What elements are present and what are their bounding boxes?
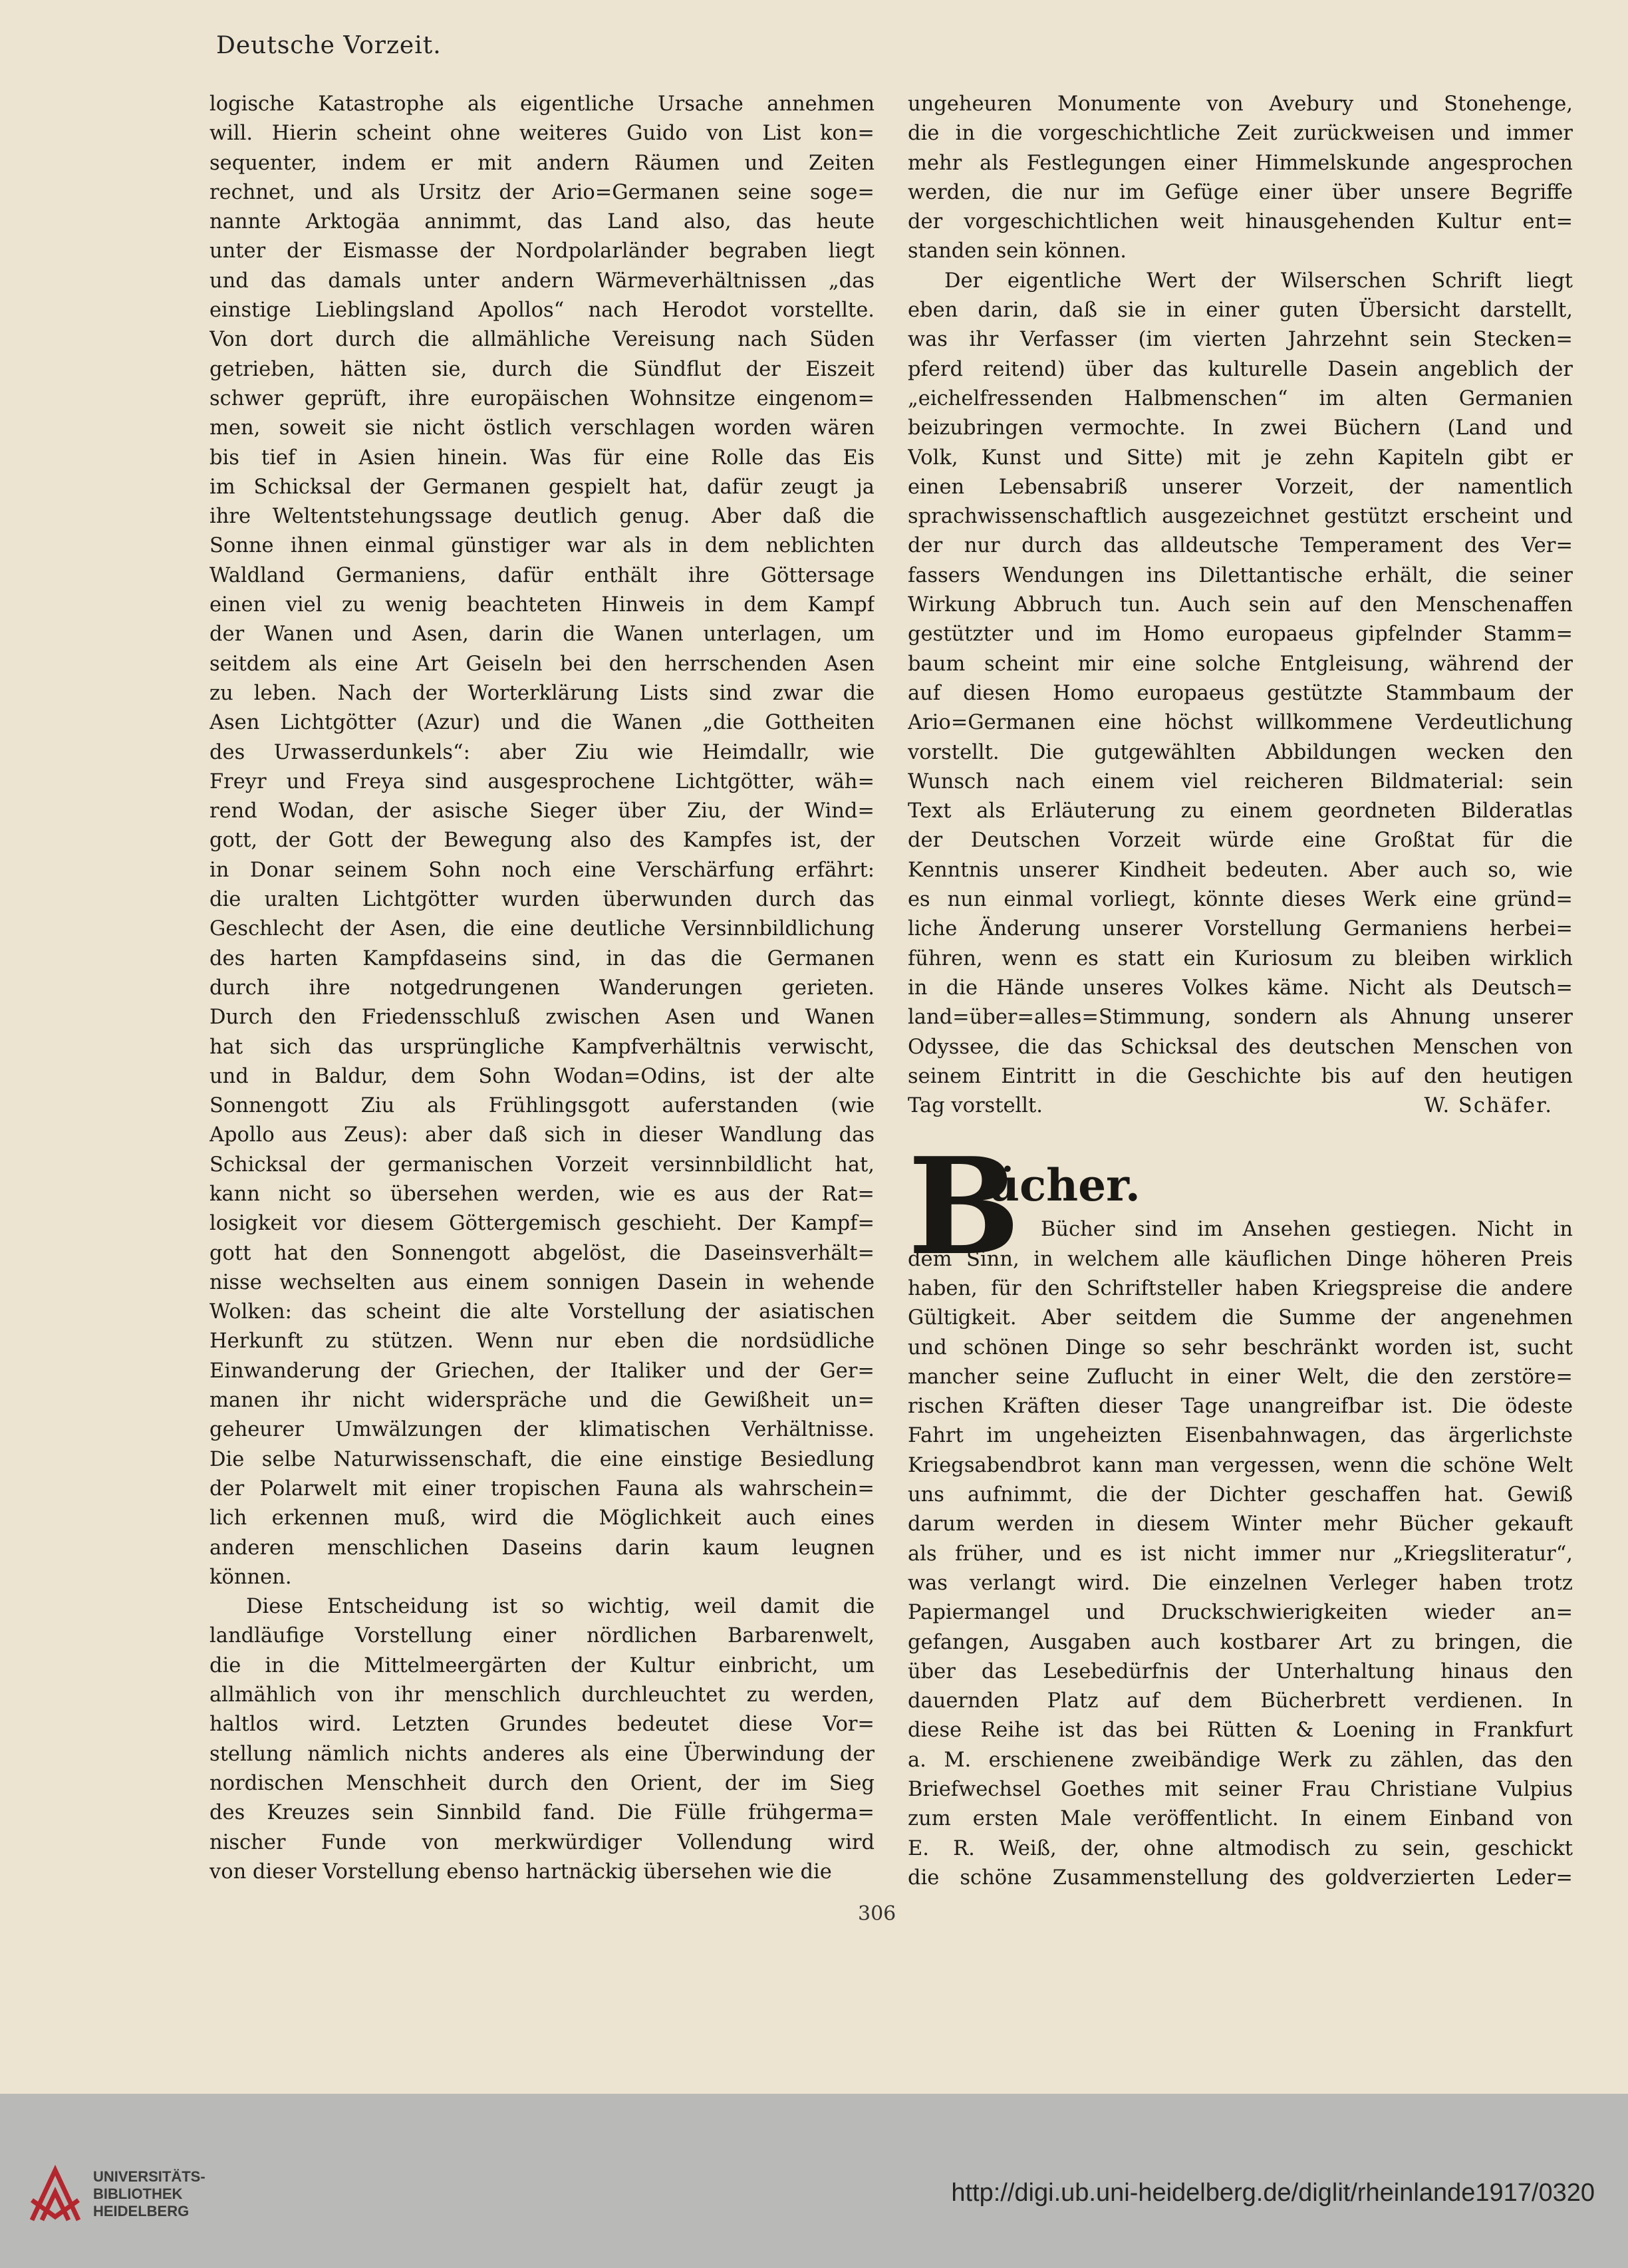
- text-line: Kenntnis unserer Kindheit bedeuten. Aber auch so, wie: [908, 858, 1573, 882]
- text-line: seitdem als eine Art Geiseln bei den herrschenden Asen: [209, 652, 875, 676]
- text-line: in die Hände unseres Volkes käme. Nicht als Deutsch=: [908, 976, 1573, 1000]
- text-line: Freyr und Freya sind ausgesprochene Lichtgötter, wäh=: [209, 770, 875, 793]
- text-line: baum scheint mir eine solche Entgleisung, während der: [908, 652, 1573, 676]
- text-line: auf diesen Homo europaeus gestützte Stammbaum der: [908, 681, 1573, 705]
- text-line: rischen Kräften dieser Tage unangreifbar ist. Die ödeste: [908, 1395, 1573, 1419]
- text-line: und schönen Dinge so sehr beschränkt worden ist, sucht: [908, 1336, 1573, 1359]
- text-line: gott hat den Sonnengott abgelöst, die Daseinsverhält=: [209, 1241, 875, 1265]
- text-line: im Schicksal der Germanen gespielt hat, dafür zeugt ja: [209, 475, 875, 499]
- text-line: schwer geprüft, ihre europäischen Wohnsitze eingenom=: [209, 386, 875, 410]
- text-line: Apollo aus Zeus): aber daß sich in dieser Wandlung das: [209, 1123, 875, 1147]
- text-line: der vorgeschichtlichen weit hinausgehenden Kultur ent=: [908, 210, 1573, 234]
- text-line: Sonnengott Ziu als Frühlingsgott auferstanden (wie: [209, 1094, 875, 1118]
- text-line: Asen Lichtgötter (Azur) und die Wanen „die Gottheiten: [209, 711, 875, 735]
- text-line: Einwanderung der Griechen, der Italiker und der Ger=: [209, 1359, 875, 1383]
- text-line: lich erkennen muß, wird die Möglichkeit auch eines: [209, 1506, 875, 1530]
- text-line: zu leben. Nach der Worterklärung Lists sind zwar die: [209, 681, 875, 705]
- text-line: die schöne Zusammenstellung des goldverzierten Leder=: [908, 1866, 1573, 1890]
- library-name-line-1: UNIVERSITÄTS-: [93, 2168, 205, 2185]
- text-line: rechnet, und als Ursitz der Ario=Germanen seine soge=: [209, 180, 875, 204]
- text-line: E. R. Weiß, der, ohne altmodisch zu sein, geschickt: [908, 1836, 1573, 1860]
- text-line: Herkunft zu stützen. Wenn nur eben die nordsüdliche: [209, 1330, 875, 1353]
- text-line: und in Baldur, dem Sohn Wodan=Odins, ist der alte: [209, 1064, 875, 1088]
- text-line: haben, für den Schriftsteller haben Kriegspreise die andere: [908, 1276, 1573, 1300]
- text-line: haltlos wird. Letzten Grundes bedeutet diese Vor=: [209, 1713, 875, 1737]
- text-line: einen viel zu wenig beachteten Hinweis in dem Kampf: [209, 593, 875, 617]
- books-heading-rest: ücher.: [988, 1159, 1141, 1212]
- text-line: und das damals unter andern Wärmeverhältnissen „das: [209, 269, 875, 293]
- text-line: Durch den Friedensschluß zwischen Asen und Wanen: [209, 1006, 875, 1030]
- text-line: nisse wechselten aus einem sonnigen Dasein in wehende: [209, 1270, 875, 1294]
- right-column: [908, 90, 1573, 1893]
- text-line: fassers Wendungen ins Dilettantische erhält, die seiner: [908, 563, 1573, 587]
- text-line: Wolken: das scheint die alte Vorstellung der asiatischen: [209, 1300, 875, 1324]
- text-line: Kriegsabendbrot kann man vergessen, wenn die schöne Welt: [908, 1453, 1573, 1477]
- text-line: Ario=Germanen eine höchst willkommene Verdeutlichung: [908, 711, 1573, 735]
- source-url-link[interactable]: http://digi.ub.uni-heidelberg.de/diglit/rheinlande1917/0320: [951, 2179, 1595, 2207]
- text-line: ungeheuren Monumente von Avebury und Stonehenge,: [908, 92, 1573, 116]
- text-line: men, soweit sie nicht östlich verschlagen worden wären: [209, 416, 875, 440]
- text-line: vorstellt. Die gutgewählten Abbildungen wecken den: [908, 740, 1573, 764]
- text-line: landläufige Vorstellung einer nördlichen Barbarenwelt,: [209, 1624, 875, 1648]
- right-column-top-text: [908, 90, 1573, 1091]
- text-line: getrieben, hätten sie, durch die Sündflut der Eiszeit: [209, 357, 875, 381]
- text-line: Schicksal der germanischen Vorzeit versinnbildlicht hat,: [209, 1153, 875, 1177]
- text-line: eben darin, daß sie in einer guten Übersicht darstellt,: [908, 299, 1573, 323]
- library-logo-icon: [25, 2160, 85, 2227]
- text-line: Sonne ihnen einmal günstiger war als in dem neblichten: [209, 534, 875, 558]
- text-line: was verlangt wird. Die einzelnen Verleger haben trotz: [908, 1571, 1573, 1595]
- library-name: [93, 2168, 205, 2220]
- text-line: die uralten Lichtgötter wurden überwunden durch das: [209, 888, 875, 912]
- text-line: unter der Eismasse der Nordpolarländer begraben liegt: [209, 239, 875, 263]
- text-line: a. M. erschienene zweibändige Werk zu zählen, das den: [908, 1748, 1573, 1772]
- text-line: es nun einmal vorliegt, könnte dieses Werk eine gründ=: [908, 888, 1573, 912]
- text-line: uns aufnimmt, die der Dichter geschaffen hat. Gewiß: [908, 1483, 1573, 1507]
- library-name-line-2: BIBLIOTHEK: [93, 2186, 183, 2202]
- text-line: in Donar seinem Sohn noch eine Verschärfung erfährt:: [209, 858, 875, 882]
- text-line: des harten Kampfdaseins sind, in das die Germanen: [209, 946, 875, 970]
- text-line: gestützter und im Homo europaeus gipfelnder Stamm=: [908, 623, 1573, 646]
- footer-bar: [0, 2094, 1628, 2268]
- text-line: von dieser Vorstellung ebenso hartnäckig übersehen wie die: [209, 1860, 832, 1884]
- text-line: zum ersten Male veröffentlicht. In einem Einband von: [908, 1807, 1573, 1831]
- text-line: Briefwechsel Goethes mit seiner Frau Christiane Vulpius: [908, 1778, 1573, 1802]
- text-line: über das Lesebedürfnis der Unterhaltung hinaus den: [908, 1659, 1573, 1683]
- text-line: des Urwasserdunkels“: aber Ziu wie Heimdallr, wie: [209, 740, 875, 764]
- text-line: Fahrt im ungeheizten Eisenbahnwagen, das ärgerlichste: [908, 1424, 1573, 1448]
- text-line: stellung nämlich nichts anderes als eine Überwindung der: [209, 1742, 875, 1766]
- text-line: führen, wenn es statt ein Kuriosum zu bleiben wirklich: [908, 946, 1573, 970]
- text-line: ihre Weltentstehungssage deutlich genug. Aber daß die: [209, 505, 875, 529]
- text-line: Geschlecht der Asen, die eine deutliche Versinnbildlichung: [209, 917, 875, 941]
- text-line: die in die vorgeschichtliche Zeit zurückweisen und immer: [908, 122, 1573, 146]
- text-line: standen sein können.: [908, 239, 1127, 263]
- text-line: geheurer Umwälzungen der klimatischen Verhältnisse.: [209, 1418, 875, 1442]
- text-line: beizubringen vermochte. In zwei Büchern (Land und: [908, 416, 1573, 440]
- text-line: dauernden Platz auf dem Bücherbrett verdienen. In: [908, 1689, 1573, 1713]
- text-line: die in die Mittelmeergärten der Kultur einbricht, um: [209, 1653, 875, 1677]
- text-line: Volk, Kunst und Sitte) mit je zehn Kapiteln gibt er: [908, 446, 1573, 470]
- running-head: Deutsche Vorzeit.: [216, 32, 442, 59]
- text-line: durch ihre notgedrungenen Wanderungen gerieten.: [209, 976, 875, 1000]
- text-line: logische Katastrophe als eigentliche Ursache annehmen: [209, 92, 875, 116]
- text-line: land=über=alles=Stimmung, sondern als Ahnung unserer: [908, 1006, 1573, 1030]
- page-number: 306: [858, 1902, 896, 1925]
- text-line: Bücher sind im Ansehen gestiegen. Nicht in: [1041, 1218, 1573, 1242]
- text-line: allmählich von ihr menschlich durchleuchtet zu werden,: [209, 1683, 875, 1707]
- text-line: nordischen Menschheit durch den Orient, der im Sieg: [209, 1771, 875, 1795]
- library-name-line-3: HEIDELBERG: [93, 2203, 190, 2219]
- text-line: nannte Arktogäa annimmt, das Land also, das heute: [209, 210, 875, 234]
- text-line: gefangen, Ausgaben auch kostbarer Art zu bringen, die: [908, 1630, 1573, 1654]
- text-line: Der eigentliche Wert der Wilserschen Schrift liegt: [944, 269, 1573, 293]
- text-line: Diese Entscheidung ist so wichtig, weil damit die: [246, 1595, 875, 1619]
- text-line: der Deutschen Vorzeit würde eine Großtat für die: [908, 829, 1573, 853]
- text-line: anderen menschlichen Daseins darin kaum leugnen: [209, 1536, 875, 1560]
- text-line: bis tief in Asien hinein. Was für eine Rolle das Eis: [209, 446, 875, 470]
- text-line: sequenter, indem er mit andern Räumen und Zeiten: [209, 151, 875, 175]
- text-line: hat sich das ursprüngliche Kampfverhältnis verwischt,: [209, 1035, 875, 1059]
- books-section-text: [908, 1215, 1573, 1893]
- text-line: darum werden in diesem Winter mehr Bücher gekauft: [908, 1512, 1573, 1536]
- text-line: nischer Funde von merkwürdiger Vollendung wird: [209, 1830, 875, 1854]
- text-line: liche Änderung unserer Vorstellung Germaniens herbei=: [908, 917, 1573, 941]
- text-line: losigkeit vor diesem Göttergemisch geschieht. Der Kampf=: [209, 1212, 875, 1236]
- text-line: gott, der Gott der Bewegung also des Kampfes ist, der: [209, 829, 875, 853]
- text-line: Von dort durch die allmähliche Vereisung nach Süden: [209, 328, 875, 352]
- text-line: kann nicht so übersehen werden, wie es aus der Rat=: [209, 1182, 875, 1206]
- text-line: Text als Erläuterung zu einem geordneten Bilderatlas: [908, 799, 1573, 823]
- text-line: der Polarwelt mit einer tropischen Fauna als wahrschein=: [209, 1477, 875, 1500]
- signature-line: [908, 1091, 1573, 1121]
- text-line: dem Sinn, in welchem alle käuflichen Dinge höheren Preis: [908, 1247, 1573, 1271]
- text-line: Gültigkeit. Aber seitdem die Summe der angenehmen: [908, 1306, 1573, 1330]
- text-line: einstige Lieblingsland Apollos“ nach Herodot vorstellte.: [209, 299, 875, 323]
- text-line: manen ihr nicht widerspräche und die Gewißheit un=: [209, 1389, 875, 1413]
- text-line: des Kreuzes sein Sinnbild fand. Die Fülle frühgerma=: [209, 1801, 875, 1825]
- signature-line-text: Tag vorstellt.: [908, 1094, 1043, 1118]
- text-line: pferd reitend) über das kulturelle Dasein angeblich der: [908, 357, 1573, 381]
- text-line: Wirkung Abbruch tun. Auch sein auf den Menschenaffen: [908, 593, 1573, 617]
- text-line: als früher, und es ist nicht immer nur „Kriegsliteratur“,: [908, 1542, 1573, 1566]
- text-line: was ihr Verfasser (im vierten Jahrzehnt sein Stecken=: [908, 328, 1573, 352]
- text-line: der Wanen und Asen, darin die Wanen unterlagen, um: [209, 623, 875, 646]
- text-line: Die selbe Naturwissenschaft, die eine einstige Besiedlung: [209, 1447, 875, 1471]
- text-line: Papiermangel und Druckschwierigkeiten wieder an=: [908, 1601, 1573, 1625]
- text-line: sprachwissenschaftlich ausgezeichnet gestützt erscheint und: [908, 505, 1573, 529]
- text-line: will. Hierin scheint ohne weiteres Guido von List kon=: [209, 122, 875, 146]
- left-column: [209, 90, 875, 1887]
- text-line: werden, die nur im Gefüge einer über unsere Begriffe: [908, 180, 1573, 204]
- text-line: können.: [209, 1565, 292, 1589]
- text-line: mehr als Festlegungen einer Himmelskunde angesprochen: [908, 151, 1573, 175]
- article-author: W. Schäfer.: [1424, 1094, 1553, 1118]
- text-line: mancher seine Zuflucht in einer Welt, die den zerstöre=: [908, 1365, 1573, 1389]
- text-line: Odyssee, die das Schicksal des deutschen Menschen von: [908, 1035, 1573, 1059]
- books-dropcap: B: [908, 1129, 1021, 1286]
- books-section-heading: [908, 1129, 1573, 1286]
- text-line: der nur durch das alldeutsche Temperament des Ver=: [908, 534, 1573, 558]
- text-line: Wunsch nach einem viel reicheren Bildmaterial: sein: [908, 770, 1573, 793]
- text-line: „eichelfressenden Halbmenschen“ im alten Germanien: [908, 386, 1573, 410]
- text-line: seinem Eintritt in die Geschichte bis auf den heutigen: [908, 1064, 1573, 1088]
- text-line: rend Wodan, der asische Sieger über Ziu, der Wind=: [209, 799, 875, 823]
- text-line: diese Reihe ist das bei Rütten & Loening in Frankfurt: [908, 1719, 1573, 1743]
- text-line: Waldland Germaniens, dafür enthält ihre Göttersage: [209, 563, 875, 587]
- text-line: einen Lebensabriß unserer Vorzeit, der namentlich: [908, 475, 1573, 499]
